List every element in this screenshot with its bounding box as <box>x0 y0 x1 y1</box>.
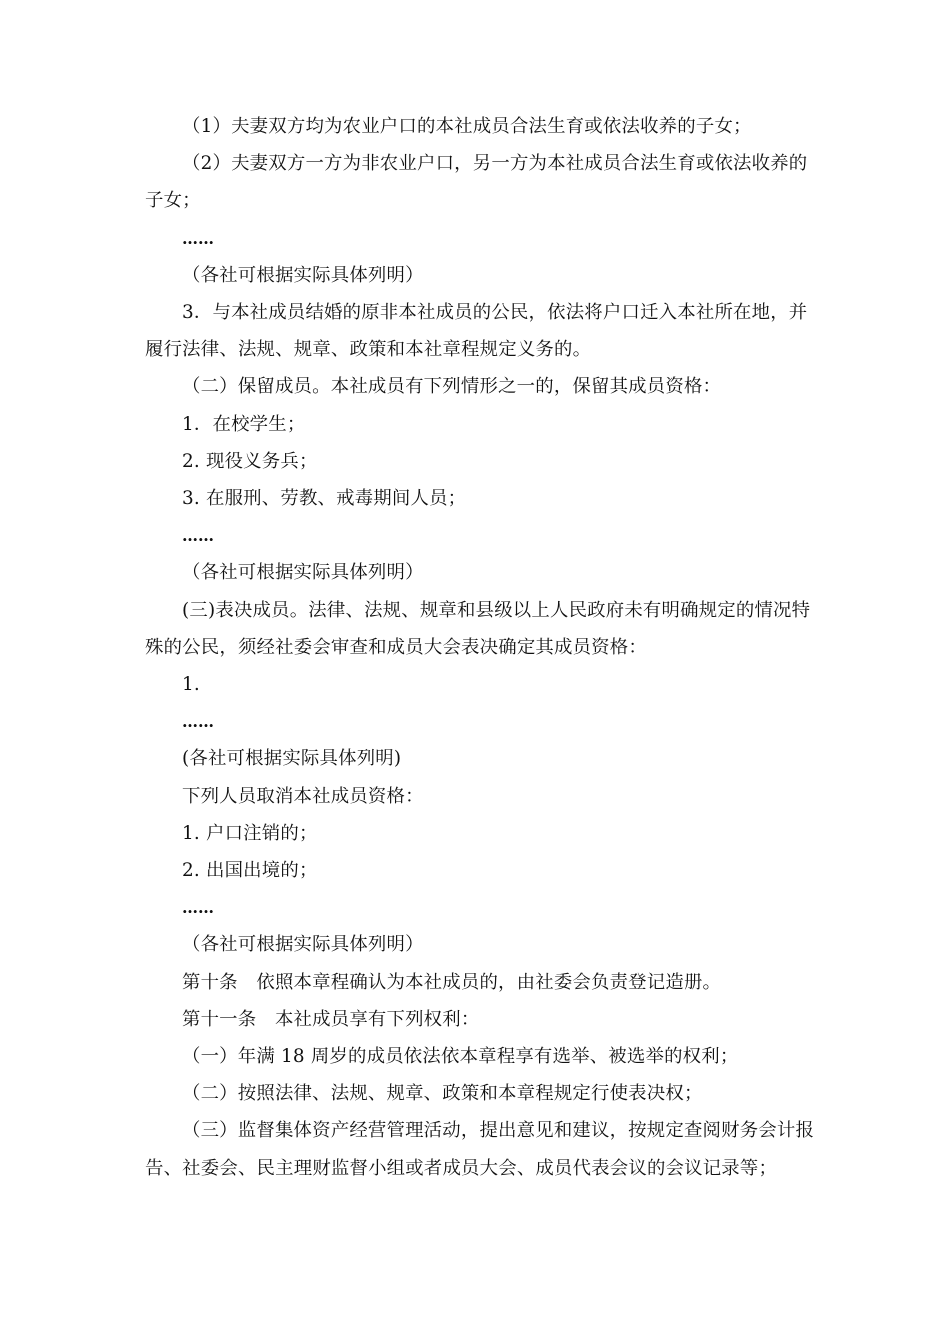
ellipsis: …… <box>182 712 214 732</box>
article-11: 第十一条 本社成员享有下列权利： <box>182 1008 480 1030</box>
right-supervision: （三）监督集体资产经营管理活动，提出意见和建议，按规定查阅财务会计报告、社委会、民主理财监督小组或者成员大会、成员代表会议的会议记录等； <box>145 1120 815 1179</box>
document-body <box>145 108 815 1187</box>
list-item-soldiers: 2. 现役义务兵； <box>182 450 318 472</box>
section-retained-members: （二）保留成员。本社成员有下列情形之一的，保留其成员资格： <box>182 376 722 398</box>
list-item-students: 1．在校学生； <box>182 413 306 435</box>
note-list-by-coop: （各社可根据实际具体列明） <box>182 562 424 584</box>
section-voted-members: (三)表决成员。法律、法规、规章和县级以上人民政府未有明确规定的情况特殊的公民，须经社委会审查和成员大会表决确定其成员资格： <box>145 599 811 658</box>
list-item-detention: 3. 在服刑、劳教、戒毒期间人员； <box>182 488 467 510</box>
note-list-by-coop: （各社可根据实际具体列明） <box>182 934 424 956</box>
clause-child-2: （2）夫妻双方一方为非农业户口，另一方为本社成员合法生育或依法收养的子女； <box>145 153 808 212</box>
list-item-empty: 1. <box>182 674 200 696</box>
article-10: 第十条 依照本章程确认为本社成员的，由社委会负责登记造册。 <box>182 971 722 993</box>
ellipsis: …… <box>182 898 214 918</box>
right-voting: （二）按照法律、法规、规章、政策和本章程规定行使表决权； <box>182 1083 703 1105</box>
ellipsis: …… <box>182 228 214 248</box>
right-election: （一）年满 18 周岁的成员依法依本章程享有选举、被选举的权利； <box>182 1046 739 1068</box>
clause-child-1: （1）夫妻双方均为农业户口的本社成员合法生育或依法收养的子女； <box>182 116 752 137</box>
list-item-hukou-cancelled: 1. 户口注销的； <box>182 822 318 844</box>
ellipsis: …… <box>182 526 214 546</box>
note-list-by-coop: (各社可根据实际具体列明) <box>182 748 402 770</box>
section-revocation: 下列人员取消本社成员资格： <box>182 785 424 807</box>
list-item-emigrated: 2. 出国出境的； <box>182 860 318 882</box>
clause-marriage: 3．与本社成员结婚的原非本社成员的公民，依法将户口迁入本社所在地，并履行法律、法规、规章、政策和本社章程规定义务的。 <box>145 302 808 361</box>
note-list-by-coop: （各社可根据实际具体列明） <box>182 264 424 286</box>
